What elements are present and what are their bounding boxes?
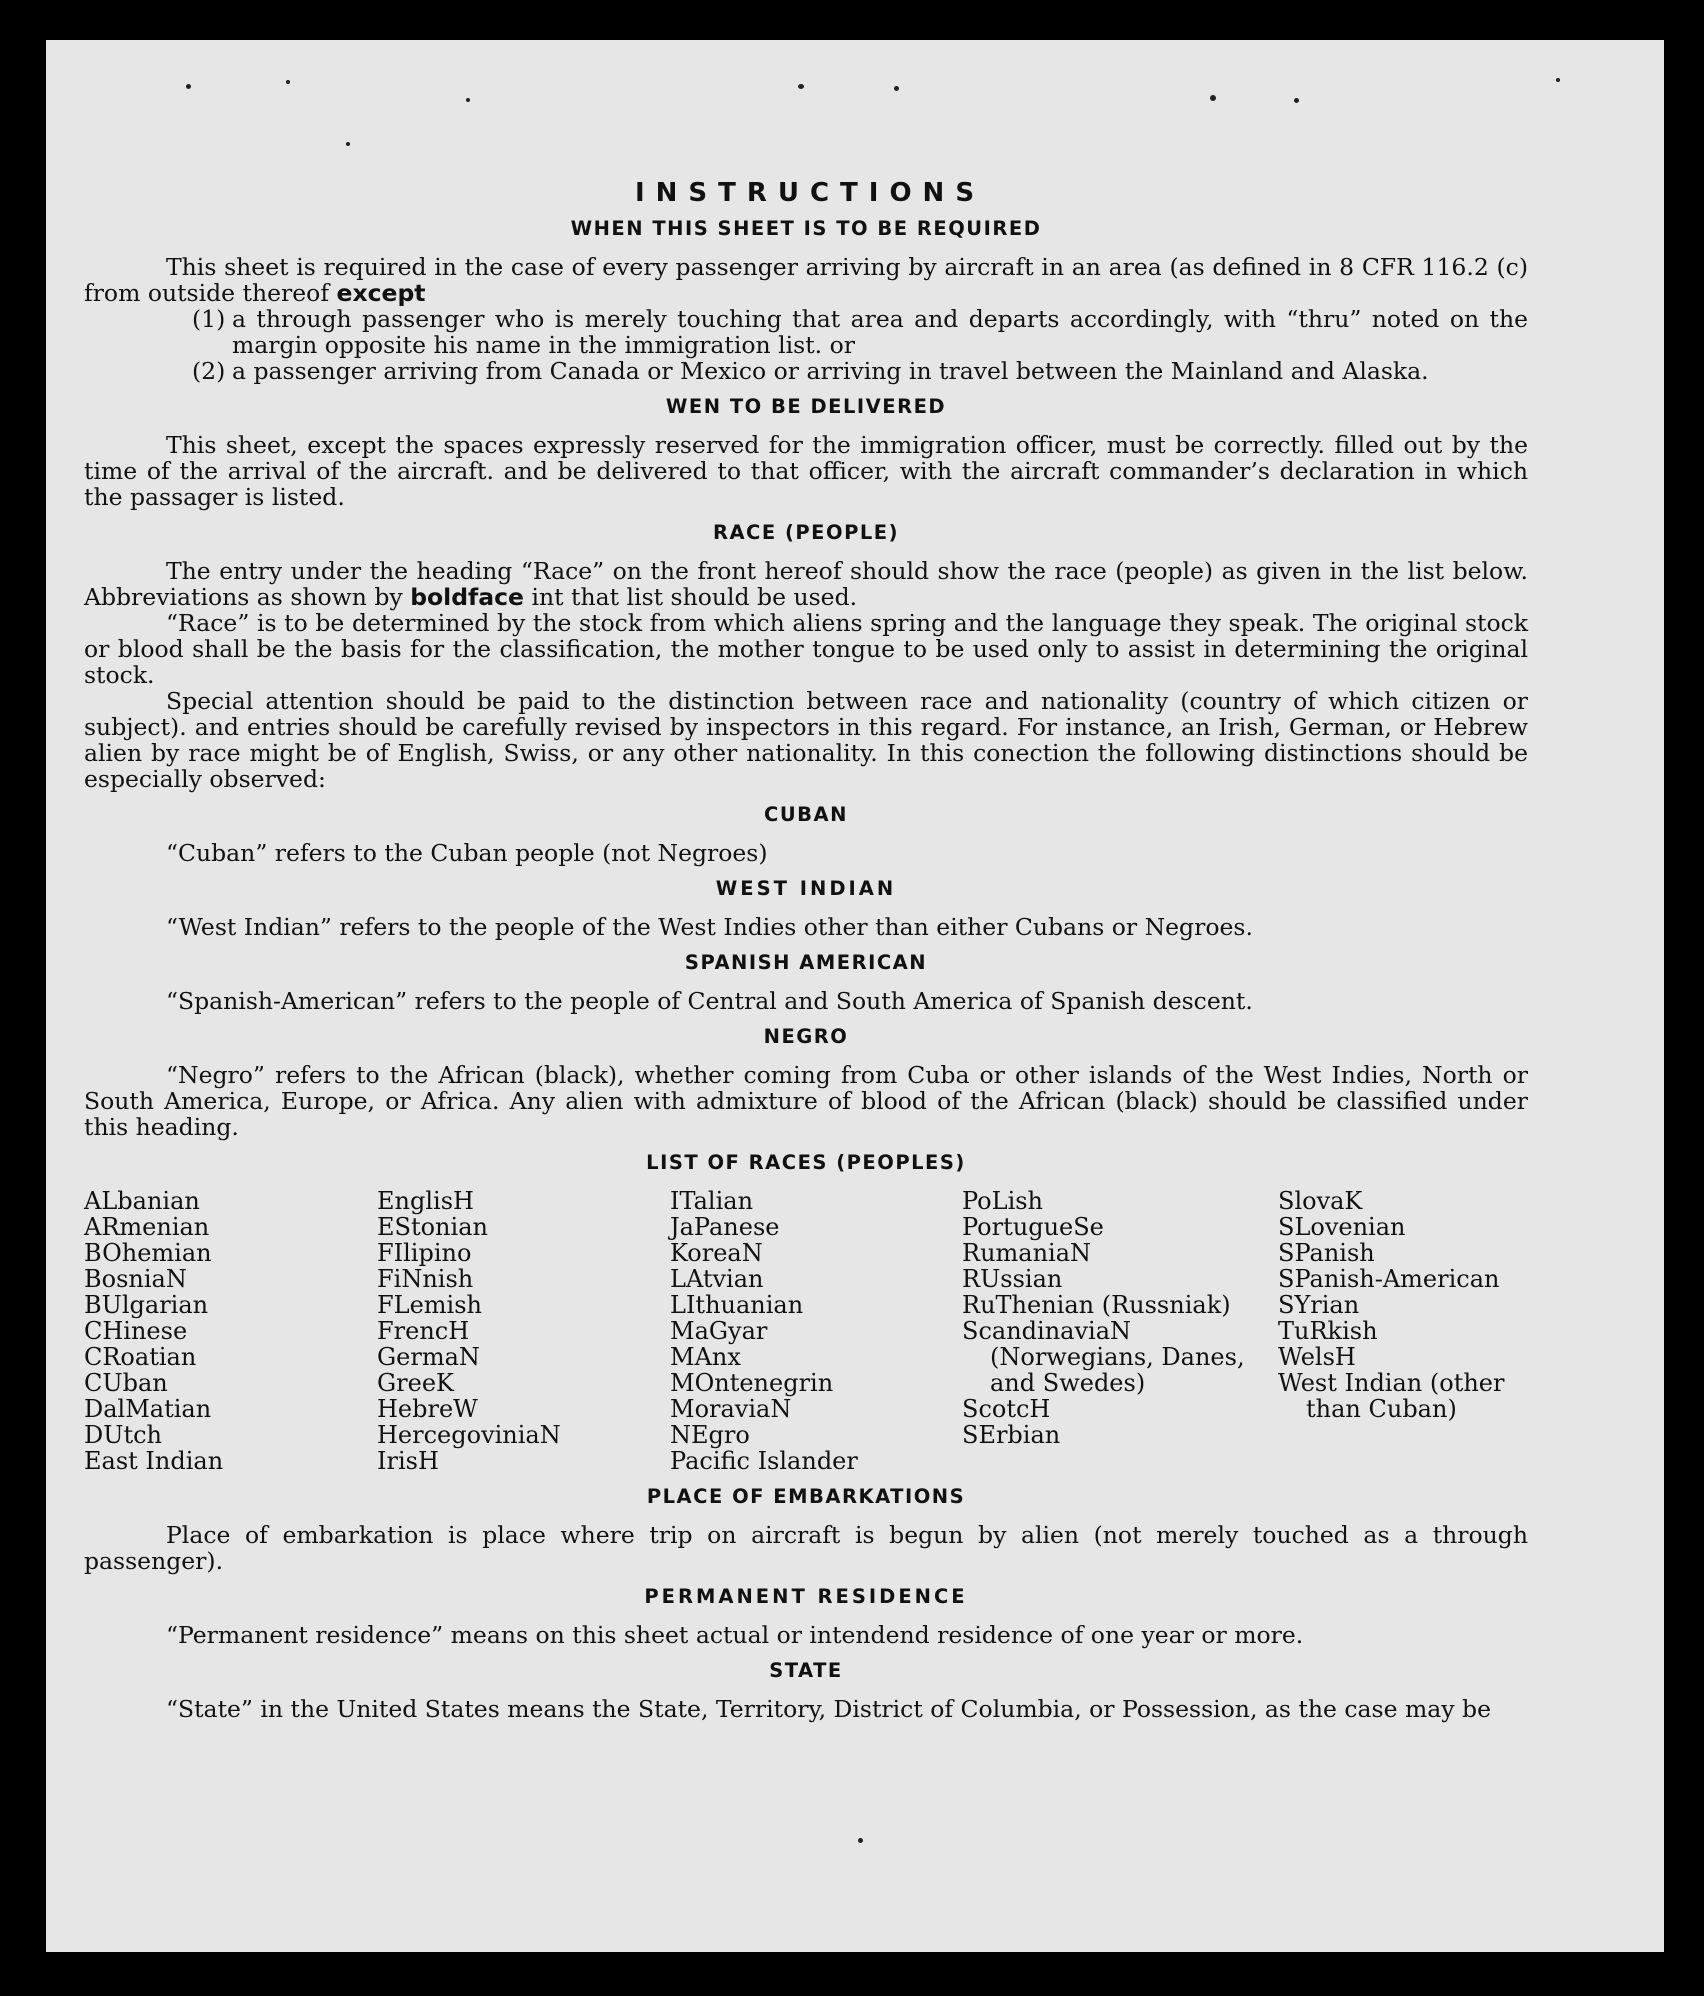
race-entry: MoraviaN: [670, 1395, 792, 1423]
race-entry: KoreaN: [670, 1239, 763, 1267]
races-list: [84, 1188, 1528, 1474]
embarkation-text: Place of embarkation is place where trip on aircraft is begun by alien (not merely touched as a through passenger).: [84, 1521, 1528, 1575]
race-entry: SPanish-American: [1278, 1265, 1500, 1293]
race-entry: PoLish: [962, 1187, 1044, 1215]
section-heading-negro: NEGRO: [763, 1025, 849, 1048]
race-entry: LIthuanian: [670, 1291, 804, 1319]
section-heading-residence: PERMANENT RESIDENCE: [644, 1585, 968, 1608]
race-entry: PortugueSe: [962, 1213, 1104, 1241]
scan-speck: [1210, 95, 1216, 101]
exception-number: (1): [192, 305, 226, 333]
instructions-body: [84, 180, 1528, 1722]
race-entry: MAnx: [670, 1343, 741, 1371]
document-page: [46, 40, 1664, 1952]
race-entry: IrisH: [377, 1447, 439, 1475]
race-entry: FIlipino: [377, 1239, 472, 1267]
races-column: [1278, 1188, 1528, 1474]
section-heading-spanish-american: SPANISH AMERICAN: [684, 951, 928, 974]
scan-speck: [186, 84, 191, 89]
exception-item: [192, 358, 1528, 384]
scan-speck: [894, 86, 899, 91]
race-entry: DalMatian: [84, 1395, 212, 1423]
race-paragraph-1: The entry under the heading “Race” on the front hereof should show the race (people) as given in the list below. Abbreviations as shown by boldface int that list should be used.: [84, 557, 1528, 611]
west-indian-text: “West Indian” refers to the people of the West Indies other than either Cubans or Negroes.: [166, 913, 1253, 941]
section-heading-cuban: CUBAN: [764, 803, 848, 826]
section-heading-when-required: WHEN THIS SHEET IS TO BE REQUIRED: [570, 217, 1042, 240]
race-entry: SPanish: [1278, 1239, 1375, 1267]
race-entry: East Indian: [84, 1447, 224, 1475]
race-entry: Pacific Islander: [670, 1447, 858, 1475]
exception-number: (2): [192, 357, 226, 385]
state-text: “State” in the United States means the State, Territory, District of Columbia, or Possession, as the case may be: [166, 1695, 1491, 1723]
scan-speck: [466, 98, 470, 102]
race-entry: EnglisH: [377, 1187, 474, 1215]
race-entry: CUban: [84, 1369, 168, 1397]
page-title: INSTRUCTIONS: [634, 178, 986, 208]
races-column: [377, 1188, 670, 1474]
race-entry: BOhemian: [84, 1239, 212, 1267]
section-heading-embarkation: PLACE OF EMBARKATIONS: [646, 1485, 966, 1508]
race-entry: DUtch: [84, 1421, 163, 1449]
race-entry: FrencH: [377, 1317, 470, 1345]
race-entry: HebreW: [377, 1395, 478, 1423]
race-entry: WelsH: [1278, 1343, 1356, 1371]
except-emphasis: except: [336, 279, 426, 307]
race-entry: MOntenegrin: [670, 1369, 834, 1397]
residence-text: “Permanent residence” means on this sheet actual or intendend residence of one year or more.: [166, 1621, 1304, 1649]
race-entry: SLovenian: [1278, 1213, 1406, 1241]
race-entry: GermaN: [377, 1343, 480, 1371]
exception-item: [192, 306, 1528, 358]
scan-speck: [286, 80, 290, 84]
race-entry: ScandinaviaN (Norwegians, Danes, and Swedes): [962, 1317, 1245, 1397]
section-heading-race: RACE (PEOPLE): [712, 521, 900, 544]
cuban-text: “Cuban” refers to the Cuban people (not Negroes): [166, 839, 768, 867]
race-entry: TuRkish: [1278, 1317, 1378, 1345]
scan-speck: [346, 142, 350, 146]
when-required-intro: This sheet is required in the case of every passenger arriving by aircraft in an area (as defined in 8 CFR 116.2 (c) from outside thereof except: [84, 253, 1528, 307]
exception-text: a passenger arriving from Canada or Mexico or arriving in travel between the Mainland and Alaska.: [232, 357, 1429, 385]
race-entry: ITalian: [670, 1187, 754, 1215]
race-paragraph-2: “Race” is to be determined by the stock from which aliens spring and the language they speak. The original stock or blood shall be the basis for the classification, the mother tongue to be used only to assist in determining the original stock.: [84, 609, 1528, 689]
race-entry: ARmenian: [84, 1213, 210, 1241]
race-entry: EStonian: [377, 1213, 488, 1241]
race-entry: HercegoviniaN: [377, 1421, 561, 1449]
race-entry: RuThenian (Russniak): [962, 1291, 1231, 1319]
race-entry: MaGyar: [670, 1317, 768, 1345]
race-entry: BUlgarian: [84, 1291, 209, 1319]
race-entry: JaPanese: [670, 1213, 780, 1241]
race-entry: LAtvian: [670, 1265, 764, 1293]
section-heading-list-of-races: LIST OF RACES (PEOPLES): [646, 1151, 966, 1174]
negro-text: “Negro” refers to the African (black), whether coming from Cuba or other islands of the West Indies, North or South America, Europe, or Africa. Any alien with admixture of blood of the African (black) should be classified under this heading.: [84, 1061, 1528, 1141]
scan-speck: [858, 1838, 863, 1843]
race-entry: GreeK: [377, 1369, 454, 1397]
races-column: [962, 1188, 1278, 1474]
races-column: [84, 1188, 377, 1474]
race-entry: FiNnish: [377, 1265, 474, 1293]
races-column: [670, 1188, 962, 1474]
race-entry: RUssian: [962, 1265, 1063, 1293]
race-entry: BosniaN: [84, 1265, 187, 1293]
scan-speck: [1294, 98, 1299, 103]
section-heading-delivered: WEN TO BE DELIVERED: [665, 395, 947, 418]
race-entry: FLemish: [377, 1291, 482, 1319]
boldface-emphasis: boldface: [410, 583, 524, 611]
race-entry: ScotcH: [962, 1395, 1051, 1423]
section-heading-state: STATE: [769, 1659, 843, 1682]
race-entry: CHinese: [84, 1317, 188, 1345]
spanish-american-text: “Spanish-American” refers to the people of Central and South America of Spanish descent.: [166, 987, 1253, 1015]
exception-text: a through passenger who is merely touching that area and departs accordingly, with “thru” noted on the margin opposite his name in the immigration list. or: [232, 305, 1528, 359]
race-entry: ALbanian: [84, 1187, 200, 1215]
scan-speck: [1556, 78, 1560, 82]
race-paragraph-3: Special attention should be paid to the distinction between race and nationality (country of which citizen or subject). and entries should be carefully revised by inspectors in this regard. For instance, an Irish, German, or Hebrew alien by race might be of English, Swiss, or any other nationality. In this conection the following distinctions should be especially observed:: [84, 687, 1528, 793]
race-entry: West Indian (other than Cuban): [1278, 1369, 1505, 1423]
scan-speck: [798, 84, 804, 89]
race-entry: SYrian: [1278, 1291, 1360, 1319]
delivered-text: This sheet, except the spaces expressly reserved for the immigration officer, must be correctly. filled out by the time of the arrival of the aircraft. and be delivered to that officer, with the aircraft commander’s declaration in which the passager is listed.: [84, 431, 1528, 511]
race-entry: SErbian: [962, 1421, 1061, 1449]
race-entry: CRoatian: [84, 1343, 197, 1371]
race-entry: RumaniaN: [962, 1239, 1092, 1267]
section-heading-west-indian: WEST INDIAN: [715, 877, 897, 900]
race-entry: NEgro: [670, 1421, 750, 1449]
race-entry: SlovaK: [1278, 1187, 1363, 1215]
